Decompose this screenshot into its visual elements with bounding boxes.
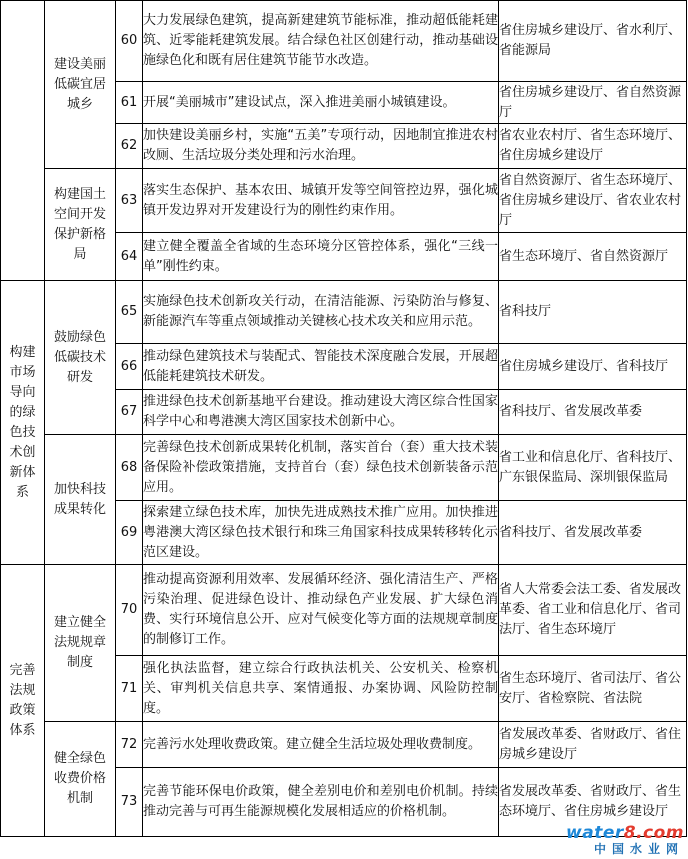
row-number: 66	[116, 344, 143, 390]
measure-text: 探索建立绿色技术库，加快先进成熟技术推广应用。加快推进粤港澳大湾区绿色技术银行和珠三角国家科技成果转移转化示范区建设。	[143, 501, 499, 565]
department-text: 省科技厅、省发展改革委	[499, 390, 687, 435]
row-number: 61	[116, 82, 143, 124]
subcategory-cell: 建立健全法规规章制度	[45, 565, 116, 722]
department-text: 省人大常委会法工委、省发展改革委、省工业和信息化厅、省司法厅、省生态环境厅	[499, 565, 687, 656]
subcategory-cell: 构建国土空间开发保护新格局	[45, 169, 116, 281]
measure-text: 落实生态保护、基本农田、城镇开发等空间管控边界，强化城镇开发边界对开发建设行为的刚性约束作用。	[143, 169, 499, 233]
measure-text: 推进绿色技术创新基地平台建设。推动建设大湾区综合性国家科学中心和粤港澳大湾区国家技术创新中心。	[143, 390, 499, 435]
row-number: 60	[116, 1, 143, 82]
category-cell: 完善法规政策体系	[1, 565, 45, 837]
table-row	[1, 1, 687, 82]
table-row	[1, 722, 687, 768]
measure-text: 强化执法监督，建立综合行政执法机关、公安机关、检察机关、审判机关信息共享、案情通报、办案协调、风险防控制度。	[143, 656, 499, 722]
row-number: 68	[116, 435, 143, 501]
watermark-cn: 中国水业网	[593, 842, 684, 856]
measure-text: 实施绿色技术创新攻关行动，在清洁能源、污染防治与修复、新能源汽车等重点领域推动关键核心技术攻关和应用示范。	[143, 281, 499, 344]
department-text: 省住房城乡建设厅、省自然资源厅	[499, 82, 687, 124]
measure-text: 推动提高资源利用效率、发展循环经济、强化清洁生产、严格污染治理、促进绿色设计、推动绿色产业发展、扩大绿色消费、实行环境信息公开、应对气候变化等方面的法规规章制度的制修订工作。	[143, 565, 499, 656]
measure-text: 完善节能环保电价政策，健全差别电价和差别电价机制。持续推动完善与可再生能源规模化发展相适应的价格机制。	[143, 768, 499, 837]
row-number: 71	[116, 656, 143, 722]
measure-text: 开展“美丽城市”建设试点，深入推进美丽小城镇建设。	[143, 82, 499, 124]
subcategory-cell: 建设美丽低碳宜居城乡	[45, 1, 116, 169]
department-text: 省生态环境厅、省司法厅、省公安厅、省检察院、省法院	[499, 656, 687, 722]
measure-text: 加快建设美丽乡村，实施“五美”专项行动，因地制宜推进农村改厕、生活垃圾分类处理和污水治理。	[143, 124, 499, 169]
category-cell	[1, 1, 45, 281]
measure-text: 建立健全覆盖全省域的生态环境分区管控体系，强化“三线一单”刚性约束。	[143, 233, 499, 281]
row-number: 67	[116, 390, 143, 435]
row-number: 65	[116, 281, 143, 344]
department-text: 省发展改革委、省财政厅、省生态环境厅、省住房城乡建设厅	[499, 768, 687, 837]
table-row	[1, 281, 687, 344]
department-text: 省自然资源厅、省生态环境厅、省住房城乡建设厅、省农业农村厅	[499, 169, 687, 233]
row-number: 72	[116, 722, 143, 768]
subcategory-cell: 鼓励绿色低碳技术研发	[45, 281, 116, 435]
department-text: 省发展改革委、省财政厅、省住房城乡建设厅	[499, 722, 687, 768]
department-text: 省住房城乡建设厅、省水利厅、省能源局	[499, 1, 687, 82]
department-text: 省农业农村厅、省生态环境厅、省住房城乡建设厅	[499, 124, 687, 169]
department-text: 省住房城乡建设厅、省科技厅	[499, 344, 687, 390]
site-watermark-logo	[566, 823, 684, 857]
measure-text: 完善绿色技术创新成果转化机制，落实首台（套）重大技术装备保险补偿政策措施，支持首台（套）绿色技术创新装备示范应用。	[143, 435, 499, 501]
table-row	[1, 169, 687, 233]
row-number: 63	[116, 169, 143, 233]
category-cell: 构建市场导向的绿色技术创新体系	[1, 281, 45, 565]
department-text: 省工业和信息化厅、省科技厅、广东银保监局、深圳银保监局	[499, 435, 687, 501]
row-number: 70	[116, 565, 143, 656]
measure-text: 推动绿色建筑技术与装配式、智能技术深度融合发展，开展超低能耗建筑技术研发。	[143, 344, 499, 390]
row-number: 69	[116, 501, 143, 565]
row-number: 64	[116, 233, 143, 281]
department-text: 省科技厅	[499, 281, 687, 344]
subcategory-cell: 健全绿色收费价格机制	[45, 722, 116, 837]
department-text: 省生态环境厅、省自然资源厅	[499, 233, 687, 281]
measure-text: 完善污水处理收费政策。建立健全生活垃圾处理收费制度。	[143, 722, 499, 768]
measure-text: 大力发展绿色建筑，提高新建建筑节能标准，推动超低能耗建筑、近零能耗建筑发展。结合绿色社区创建行动，推动基础设施绿色化和既有居住建筑节能节水改造。	[143, 1, 499, 82]
department-text: 省科技厅、省发展改革委	[499, 501, 687, 565]
watermark-en-part2: 8.com	[623, 823, 684, 843]
row-number: 73	[116, 768, 143, 837]
row-number: 62	[116, 124, 143, 169]
watermark-en-part1: water	[566, 823, 624, 843]
table-row	[1, 435, 687, 501]
table-row	[1, 565, 687, 656]
subcategory-cell: 加快科技成果转化	[45, 435, 116, 565]
